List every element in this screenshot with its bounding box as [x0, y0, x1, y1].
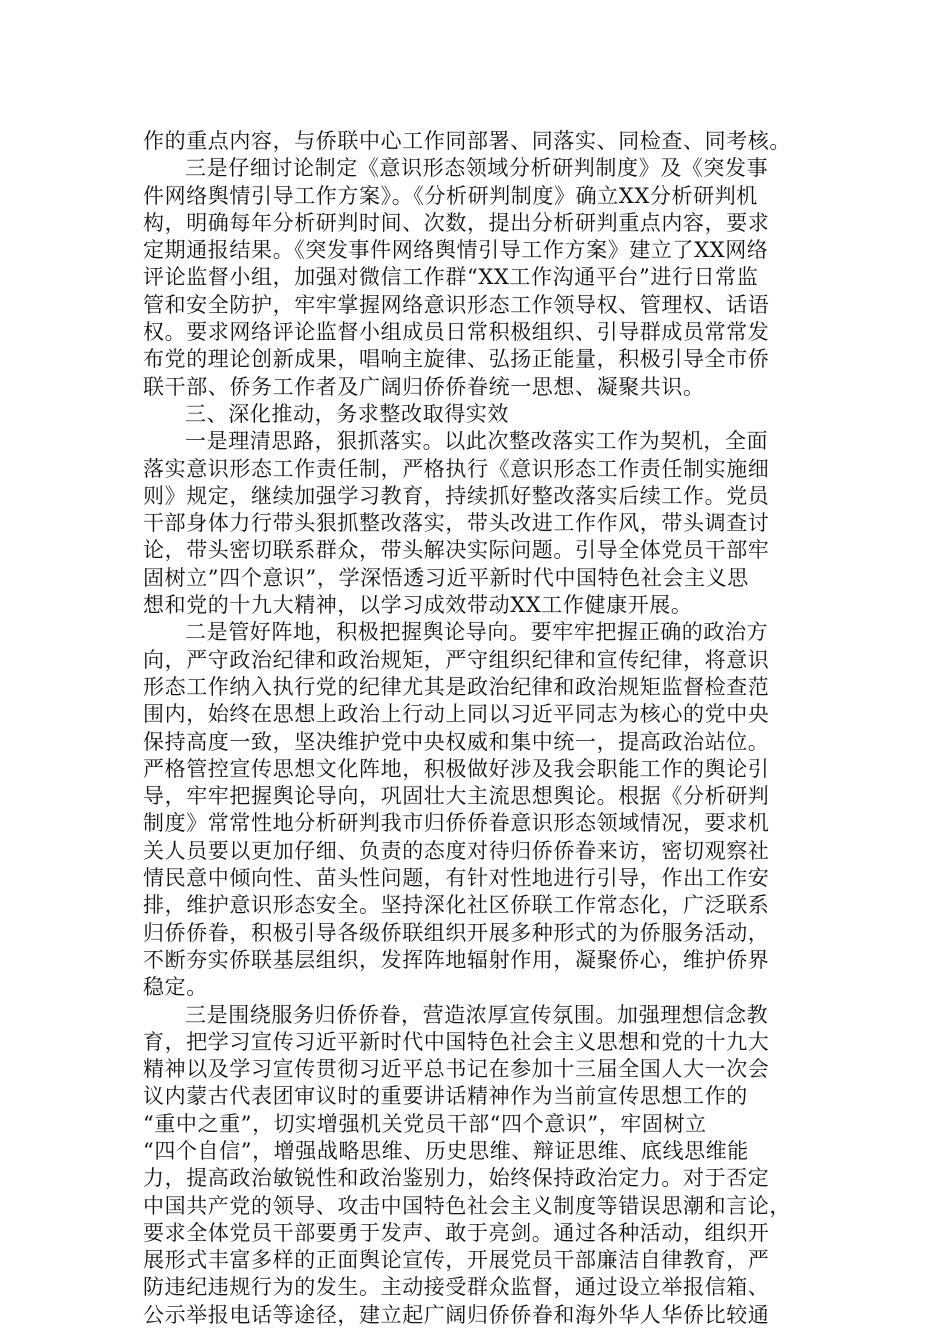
paragraph-first-line: 三、深化推动，务求整改取得实效 [185, 401, 509, 426]
text-line: 论，带头密切联系群众，带头解决实际问题。引导全体党员干部牢 [143, 538, 770, 563]
text-line: 力，提高政治敏锐性和政治鉴别力，始终保持政治定力。对于否定 [143, 1166, 770, 1191]
text-line: 想和党的十九大精神，以学习成效带动XX工作健康开展。 [143, 593, 693, 618]
text-line: 定期通报结果。《突发事件网络舆情引导工作方案》建立了XX网络 [143, 238, 769, 263]
text-line: 管和安全防护，牢牢掌握网络意识形态工作领导权、管理权、话语 [143, 292, 770, 317]
text-line: 评论监督小组，加强对微信工作群“XX工作沟通平台”进行日常监 [143, 265, 759, 290]
text-line: 形态工作纳入执行党的纪律尤其是政治纪律和政治规矩监督检查范 [143, 674, 770, 699]
text-line: 布党的理论创新成果，唱响主旋律、弘扬正能量，积极引导全市侨 [143, 347, 770, 372]
body-text [143, 128, 823, 1329]
text-line: 落实意识形态工作责任制，严格执行《意识形态工作责任制实施细 [143, 456, 770, 481]
paragraph-first-line: 二是管好阵地，积极把握舆论导向。要牢牢把握正确的政治方 [185, 620, 769, 645]
text-line: 排，维护意识形态安全。坚持深化社区侨联工作常态化，广泛联系 [143, 893, 770, 918]
text-line: 精神以及学习宣传贯彻习近平总书记在参加十三届全国人大一次会 [143, 1057, 770, 1082]
paragraph-first-line: 一是理清思路，狠抓落实。以此次整改落实工作为契机，全面 [185, 429, 769, 454]
paragraph-first-line: 三是围绕服务归侨侨眷，营造浓厚宣传氛围。加强理想信念教 [185, 1002, 769, 1027]
text-line: 关人员要以更加仔细、负责的态度对待归侨侨眷来访，密切观察社 [143, 838, 770, 863]
text-line: “四个自信”，增强战略思维、历史思维、辩证思维、底线思维能 [143, 1138, 749, 1163]
text-line: 议内蒙古代表团审议时的重要讲话精神作为当前宣传思想工作的 [143, 1084, 748, 1109]
text-line: 权。要求网络评论监督小组成员日常积极组织、引导群成员常常发 [143, 320, 770, 345]
text-line: “重中之重”，切实增强机关党员干部“四个意识”，牢固树立 [143, 1111, 707, 1136]
text-line: 导，牢牢把握舆论导向，巩固壮大主流思想舆论。根据《分析研判 [143, 784, 770, 809]
text-line: 展形式丰富多样的正面舆论宣传，开展党员干部廉洁自律教育，严 [143, 1248, 770, 1273]
text-line: 构，明确每年分析研判时间、次数，提出分析研判重点内容，要求 [143, 210, 770, 235]
text-line: 保持高度一致，坚决维护党中央权威和集中统一，提高政治站位。 [143, 729, 770, 754]
text-line: 防违纪违规行为的发生。主动接受群众监督，通过设立举报信箱、 [143, 1275, 770, 1300]
text-line: 干部身体力行带头狠抓整改落实，带头改进工作作风，带头调查讨 [143, 511, 770, 536]
text-line: 制度》常常性地分析研判我市归侨侨眷意识形态领域情况，要求机 [143, 811, 770, 836]
text-line: 归侨侨眷，积极引导各级侨联组织开展多种形式的为侨服务活动， [143, 920, 770, 945]
text-line: 则》规定，继续加强学习教育，持续抓好整改落实后续工作。党员 [143, 483, 770, 508]
text-line: 情民意中倾向性、苗头性问题，有针对性地进行引导，作出工作安 [143, 866, 770, 891]
paragraph-first-line: 三是仔细讨论制定《意识形态领域分析研判制度》及《突发事 [185, 156, 769, 181]
text-line: 固树立”四个意识”，学深悟透习近平新时代中国特色社会主义思 [143, 565, 749, 590]
text-line: 育，把学习宣传习近平新时代中国特色社会主义思想和党的十九大 [143, 1029, 770, 1054]
text-line: 件网络舆情引导工作方案》。《分析研判制度》确立XX分析研判机 [143, 183, 758, 208]
text-line: 公示举报电话等途径，建立起广阔归侨侨眷和海外华人华侨比较通 [143, 1302, 770, 1327]
text-line: 要求全体党员干部要勇于发声、敢于亮剑。通过各种活动，组织开 [143, 1220, 770, 1245]
text-line: 联干部、侨务工作者及广阔归侨侨眷统一思想、凝聚共识。 [143, 374, 705, 399]
text-line: 中国共产党的领导、攻击中国特色社会主义制度等错误思潮和言论， [143, 1193, 791, 1218]
text-line: 围内，始终在思想上政治上行动上同以习近平同志为核心的党中央 [143, 702, 770, 727]
text-line: 不断夯实侨联基层组织，发挥阵地辐射作用，凝聚侨心，维护侨界 [143, 947, 770, 972]
text-line: 稳定。 [143, 975, 208, 1000]
text-line: 严格管控宣传思想文化阵地，积极做好涉及我会职能工作的舆论引 [143, 756, 770, 781]
text-line: 作的重点内容，与侨联中心工作同部署、同落实、同检查、同考核。 [143, 129, 791, 153]
text-line: 向，严守政治纪律和政治规矩，严守组织纪律和宣传纪律，将意识 [143, 647, 770, 672]
